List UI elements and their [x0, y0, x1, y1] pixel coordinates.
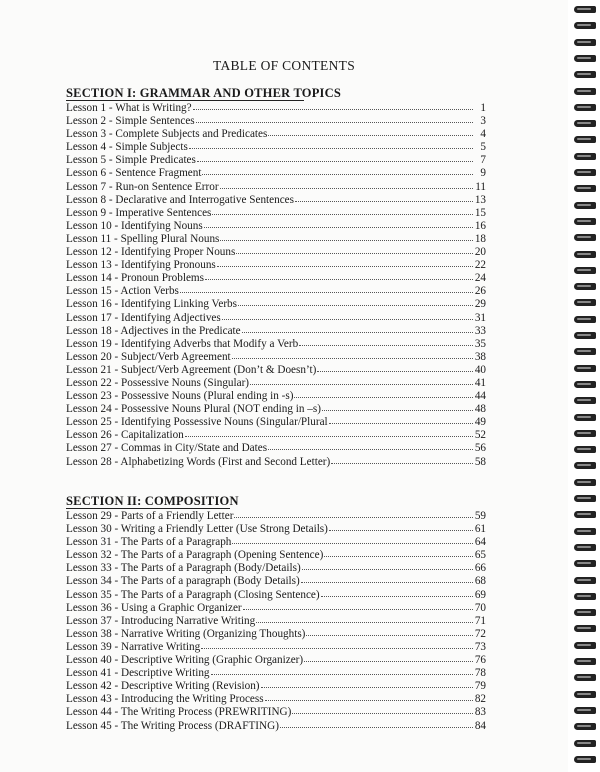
- toc-entry-page-number: 66: [474, 562, 486, 575]
- toc-entry-page-number: 15: [474, 206, 486, 219]
- binding-ring: [574, 756, 596, 763]
- binding-ring: [574, 332, 596, 339]
- toc-entry-page-number: 83: [474, 706, 486, 719]
- binding-ring: [574, 707, 596, 714]
- toc-entry-label: Lesson 3 - Complete Subjects and Predicates: [66, 128, 268, 141]
- binding-ring: [574, 185, 596, 192]
- toc-entry-label: Lesson 13 - Identifying Pronouns: [66, 259, 216, 272]
- toc-entry-label: Lesson 26 - Capitalization: [66, 429, 184, 442]
- toc-entry-label: Lesson 8 - Declarative and Interrogative Sentences: [66, 193, 295, 206]
- toc-entry-page-number: 24: [474, 272, 486, 285]
- toc-entry-label: Lesson 42 - Descriptive Writing (Revision): [66, 680, 260, 693]
- binding-ring: [574, 414, 596, 421]
- binding-ring: [574, 397, 596, 404]
- toc-entry-page-number: 58: [474, 455, 486, 468]
- dot-leader: [180, 283, 473, 293]
- binding-ring: [574, 479, 596, 486]
- dot-leader: [205, 270, 473, 280]
- binding-ring: [574, 609, 596, 616]
- dot-leader: [268, 126, 473, 136]
- binding-ring: [574, 691, 596, 698]
- toc-entry-label: Lesson 9 - Imperative Sentences: [66, 206, 212, 219]
- toc-entry-page-number: 11: [475, 180, 486, 193]
- toc-entry-label: Lesson 43 - Introducing the Writing Process: [66, 693, 264, 706]
- binding-ring: [574, 39, 596, 46]
- binding-ring: [574, 544, 596, 551]
- dot-leader: [261, 678, 473, 688]
- toc-entry-page-number: 73: [474, 640, 486, 653]
- toc-entry-label: Lesson 15 - Action Verbs: [66, 285, 179, 298]
- dot-leader: [196, 113, 473, 123]
- toc-entry-label: Lesson 25 - Identifying Possessive Nouns (Singular/Plural: [66, 416, 328, 429]
- dot-leader: [185, 427, 473, 437]
- binding-ring: [574, 381, 596, 388]
- dot-leader: [211, 665, 473, 675]
- dot-leader: [220, 231, 473, 241]
- toc-entry-label: Lesson 7 - Run-on Sentence Error: [66, 180, 219, 193]
- dot-leader: [234, 508, 473, 518]
- toc-entry-label: Lesson 6 - Sentence Fragment: [66, 167, 202, 180]
- toc-entry-label: Lesson 1 - What is Writing?: [66, 102, 192, 114]
- binding-ring: [574, 153, 596, 160]
- section-heading-composition: SECTION II: COMPOSITION: [66, 494, 239, 508]
- toc-entry-page-number: 18: [474, 232, 486, 245]
- toc-entry-label: Lesson 18 - Adjectives in the Predicate: [66, 324, 241, 337]
- toc-entry-page-number: 7: [480, 154, 486, 167]
- toc-entry-page-number: 5: [480, 141, 486, 154]
- dot-leader: [193, 100, 473, 110]
- toc-entry-label: Lesson 24 - Possessive Nouns Plural (NOT ending in –s): [66, 403, 321, 416]
- binding-ring: [574, 316, 596, 323]
- toc-entry-label: Lesson 27 - Commas in City/State and Dates: [66, 442, 268, 455]
- dot-leader: [302, 560, 473, 570]
- toc-entry-label: Lesson 2 - Simple Sentences: [66, 115, 195, 128]
- toc-entry-page-number: 64: [474, 536, 486, 549]
- binding-ring: [574, 462, 596, 469]
- binding-ring: [574, 495, 596, 502]
- toc-entry-label: Lesson 39 - Narrative Writing: [66, 640, 201, 653]
- toc-entry-page-number: 59: [474, 510, 486, 522]
- dot-leader: [222, 310, 473, 320]
- dot-leader: [238, 296, 473, 306]
- toc-entry-label: Lesson 32 - The Parts of a Paragraph (Opening Sentence): [66, 549, 324, 562]
- toc-entry-page-number: 26: [474, 285, 486, 298]
- toc-entry-page-number: 9: [480, 167, 486, 180]
- toc-entry-page-number: 84: [474, 719, 486, 732]
- dot-leader: [324, 547, 473, 557]
- binding-ring: [574, 88, 596, 95]
- toc-entry-label: Lesson 41 - Descriptive Writing: [66, 667, 210, 680]
- toc-entry-page-number: 20: [474, 246, 486, 259]
- toc-entry-label: Lesson 34 - The Parts of a paragraph (Body Details): [66, 575, 300, 588]
- toc-entry-page-number: 35: [474, 337, 486, 350]
- toc-entry-page-number: 52: [474, 429, 486, 442]
- toc-entry-label: Lesson 19 - Identifying Adverbs that Modify a Verb: [66, 337, 299, 350]
- binding-ring: [574, 348, 596, 355]
- toc-entry-label: Lesson 10 - Identifying Nouns: [66, 219, 203, 232]
- toc-entry-label: Lesson 16 - Identifying Linking Verbs: [66, 298, 238, 311]
- toc-entry-label: Lesson 5 - Simple Predicates: [66, 154, 196, 167]
- binding-ring: [574, 365, 596, 372]
- page-title: TABLE OF CONTENTS: [212, 58, 356, 73]
- dot-leader: [299, 336, 473, 346]
- binding-ring: [574, 218, 596, 225]
- dot-leader: [236, 244, 473, 254]
- binding-ring: [574, 528, 596, 535]
- toc-entry-page-number: 49: [474, 416, 486, 429]
- binding-ring: [574, 169, 596, 176]
- toc-entry-label: Lesson 12 - Identifying Proper Nouns: [66, 246, 236, 259]
- toc-entry-page-number: 82: [474, 693, 486, 706]
- toc-entry-label: Lesson 38 - Narrative Writing (Organizing Thoughts): [66, 627, 306, 640]
- binding-ring: [574, 446, 596, 453]
- toc-entry-page-number: 69: [474, 588, 486, 601]
- toc-entry-page-number: 1: [480, 102, 486, 114]
- binding-ring: [574, 299, 596, 306]
- toc-entry-page-number: 41: [474, 376, 486, 389]
- toc-entry-label: Lesson 20 - Subject/Verb Agreement: [66, 350, 231, 363]
- toc-entry-page-number: 72: [474, 627, 486, 640]
- toc-entry-label: Lesson 28 - Alphabetizing Words (First and Second Letter): [66, 455, 331, 468]
- binding-ring: [574, 71, 596, 78]
- toc-entry-label: Lesson 4 - Simple Subjects: [66, 141, 188, 154]
- dot-leader: [280, 718, 473, 728]
- toc-entry-page-number: 65: [474, 549, 486, 562]
- dot-leader: [294, 388, 473, 398]
- toc-entry-label: Lesson 31 - The Parts of a Paragraph: [66, 536, 232, 549]
- toc-entry-label: Lesson 23 - Possessive Nouns (Plural ending in -s): [66, 390, 294, 403]
- toc-entry-page-number: 3: [480, 115, 486, 128]
- toc-entry-page-number: 38: [474, 350, 486, 363]
- toc-entry-page-number: 22: [474, 259, 486, 272]
- dot-leader: [217, 257, 473, 267]
- dot-leader: [292, 704, 473, 714]
- binding-ring: [574, 642, 596, 649]
- dot-leader: [268, 440, 473, 450]
- toc-entry-page-number: 44: [474, 390, 486, 403]
- dot-leader: [212, 205, 473, 215]
- section-heading-grammar: SECTION I: GRAMMAR AND OTHER TOPICS: [66, 86, 341, 100]
- toc-entry-page-number: 70: [474, 601, 486, 614]
- binding-ring: [574, 560, 596, 567]
- toc-entry-label: Lesson 44 - The Writing Process (PREWRITING): [66, 706, 292, 719]
- binding-ring: [574, 674, 596, 681]
- dot-leader: [265, 691, 473, 701]
- dot-leader: [329, 414, 473, 424]
- dot-leader: [322, 401, 473, 411]
- dot-leader: [189, 139, 473, 149]
- binding-ring: [574, 251, 596, 258]
- binding-ring: [574, 593, 596, 600]
- dot-leader: [301, 573, 473, 583]
- toc-entry-page-number: 79: [474, 680, 486, 693]
- spiral-binding: [568, 0, 600, 772]
- toc-entry-label: Lesson 29 - Parts of a Friendly Letter: [66, 510, 234, 522]
- dot-leader: [304, 652, 473, 662]
- dot-leader: [220, 179, 473, 189]
- toc-entry-page-number: 68: [474, 575, 486, 588]
- binding-ring: [574, 430, 596, 437]
- toc-entry-page-number: 40: [474, 363, 486, 376]
- toc-entry: [66, 455, 486, 468]
- toc-entry-page-number: 56: [474, 442, 486, 455]
- dot-leader: [321, 587, 473, 597]
- binding-ring: [574, 202, 596, 209]
- binding-ring: [574, 625, 596, 632]
- toc-entry-page-number: 31: [474, 311, 486, 324]
- dot-leader: [197, 152, 473, 162]
- dot-leader: [295, 192, 473, 202]
- dot-leader: [329, 521, 473, 531]
- toc-entry-label: Lesson 45 - The Writing Process (DRAFTING): [66, 719, 279, 732]
- toc-entry-label: Lesson 35 - The Parts of a Paragraph (Closing Sentence): [66, 588, 320, 601]
- dot-leader: [242, 323, 473, 333]
- toc-entry-page-number: 33: [474, 324, 486, 337]
- toc-entry-label: Lesson 17 - Identifying Adjectives: [66, 311, 221, 324]
- toc-entry-page-number: 48: [474, 403, 486, 416]
- dot-leader: [204, 218, 473, 228]
- binding-ring: [574, 234, 596, 241]
- binding-ring: [574, 6, 596, 13]
- binding-ring: [574, 104, 596, 111]
- binding-ring: [574, 740, 596, 747]
- toc-list-composition: [66, 509, 486, 732]
- dot-leader: [317, 362, 473, 372]
- binding-ring: [574, 267, 596, 274]
- toc-entry-label: Lesson 37 - Introducing Narrative Writing: [66, 614, 256, 627]
- toc-entry-label: Lesson 22 - Possessive Nouns (Singular): [66, 376, 250, 389]
- binding-ring: [574, 55, 596, 62]
- toc-entry-label: Lesson 40 - Descriptive Writing (Graphic Organizer): [66, 654, 304, 667]
- dot-leader: [256, 613, 473, 623]
- toc-entry-page-number: 4: [480, 128, 486, 141]
- toc-entry-page-number: 61: [474, 523, 486, 536]
- dot-leader: [232, 534, 473, 544]
- toc-entry-label: Lesson 33 - The Parts of a Paragraph (Body/Details): [66, 562, 301, 575]
- binding-ring: [574, 22, 596, 29]
- toc-entry-page-number: 71: [474, 614, 486, 627]
- dot-leader: [306, 626, 473, 636]
- binding-ring: [574, 658, 596, 665]
- toc-entry-page-number: 76: [474, 654, 486, 667]
- binding-ring: [574, 120, 596, 127]
- toc-entry-page-number: 13: [474, 193, 486, 206]
- toc-entry-label: Lesson 11 - Spelling Plural Nouns: [66, 232, 220, 245]
- dot-leader: [243, 600, 473, 610]
- toc-entry-page-number: 78: [474, 667, 486, 680]
- dot-leader: [201, 639, 473, 649]
- dot-leader: [250, 375, 473, 385]
- binding-ring: [574, 723, 596, 730]
- toc-entry-page-number: 16: [474, 219, 486, 232]
- dot-leader: [331, 454, 473, 464]
- toc-entry-label: Lesson 14 - Pronoun Problems: [66, 272, 204, 285]
- toc-entry-label: Lesson 36 - Using a Graphic Organizer: [66, 601, 242, 614]
- binding-ring: [574, 577, 596, 584]
- dot-leader: [202, 165, 473, 175]
- toc-list-grammar: [66, 101, 486, 468]
- binding-ring: [574, 511, 596, 518]
- toc-entry-page-number: 29: [474, 298, 486, 311]
- binding-ring: [574, 136, 596, 143]
- toc-entry-label: Lesson 30 - Writing a Friendly Letter (Use Strong Details): [66, 523, 328, 536]
- binding-ring: [574, 283, 596, 290]
- toc-entry: [66, 719, 486, 732]
- toc-entry-label: Lesson 21 - Subject/Verb Agreement (Don’t & Doesn’t): [66, 363, 317, 376]
- dot-leader: [232, 349, 473, 359]
